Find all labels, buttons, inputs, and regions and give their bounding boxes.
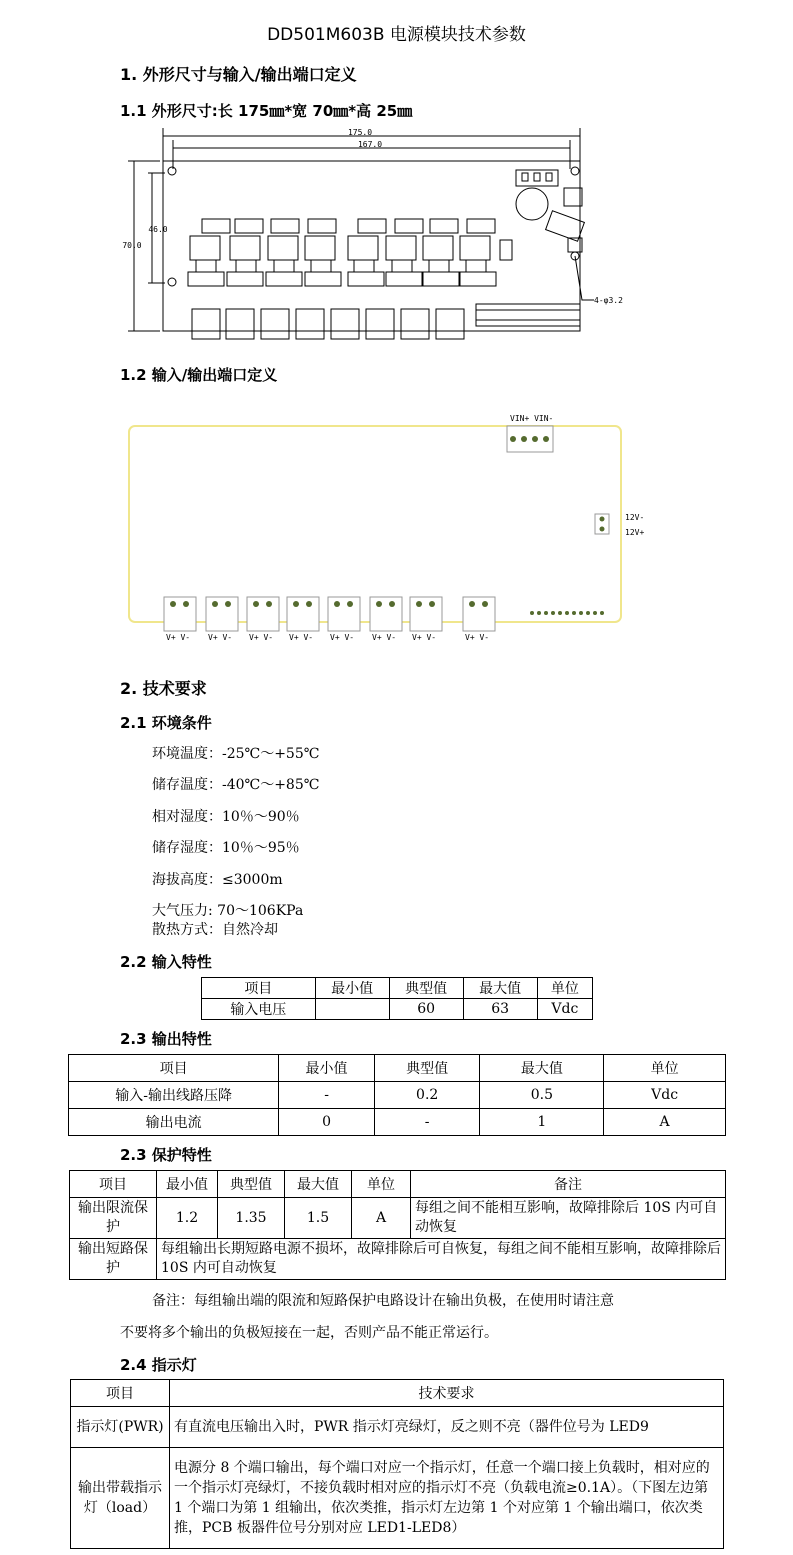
- protect-heading: 2.3 保护特性: [120, 1146, 212, 1164]
- table-cell: 0: [279, 1109, 375, 1136]
- input-heading: 2.2 输入特性: [120, 953, 212, 971]
- table-cell: 0.2: [374, 1082, 480, 1109]
- terminal-pin: [334, 601, 340, 607]
- table-cell: 每组输出长期短路电源不损坏，故障排除后可自恢复，每组之间不能相互影响，故障排除后 10S 内可自动恢复: [157, 1239, 726, 1280]
- terminal-pin: [416, 601, 422, 607]
- led-table: [70, 1379, 724, 1549]
- table-header: 最小值: [279, 1055, 375, 1082]
- dim-outer-height: 70.0: [122, 241, 142, 250]
- table-cell: A: [352, 1198, 411, 1239]
- table-cell: 输出限流保护: [70, 1198, 157, 1239]
- dimension-drawing: [120, 124, 623, 346]
- table-row: [69, 1109, 726, 1136]
- table-header: 备注: [411, 1171, 726, 1198]
- env-heading: 2.1 环境条件: [120, 714, 212, 732]
- table-header: 技术要求: [170, 1380, 724, 1407]
- table-cell: Vdc: [537, 999, 592, 1020]
- terminal-pin: [225, 601, 231, 607]
- output-terminal: [370, 597, 402, 631]
- output-terminal: [287, 597, 319, 631]
- vin-label: VIN+ VIN-: [510, 414, 554, 423]
- terminal-pin: [347, 601, 353, 607]
- terminal-pin: [389, 601, 395, 607]
- table-cell: 1.35: [218, 1198, 285, 1239]
- table-header: 最小值: [315, 978, 389, 999]
- terminal-pin: [212, 601, 218, 607]
- table-header: 典型值: [374, 1055, 480, 1082]
- terminal-pin: [482, 601, 488, 607]
- output-heading: 2.3 输出特性: [120, 1030, 212, 1048]
- terminal-pin: [266, 601, 272, 607]
- section2-heading: 2. 技术要求: [120, 679, 207, 698]
- protect-note: 备注：每组输出端的限流和短路保护电路设计在输出负极，在使用时请注意: [152, 1293, 614, 1309]
- table-row: [202, 999, 593, 1020]
- table-cell: 每组之间不能相互影响，故障排除后 10S 内可自动恢复: [411, 1198, 726, 1239]
- output-terminal-label: V+ V-: [289, 633, 314, 642]
- output-terminal: [206, 597, 238, 631]
- table-header: 最小值: [157, 1171, 218, 1198]
- table-cell: [315, 999, 389, 1020]
- table-cell: Vdc: [604, 1082, 726, 1109]
- table-cell: 1.2: [157, 1198, 218, 1239]
- table-header: 单位: [604, 1055, 726, 1082]
- output-table: [68, 1054, 726, 1136]
- dim-inner-length: 167.0: [357, 140, 383, 149]
- table-row: [71, 1407, 724, 1448]
- table-row: [71, 1448, 724, 1549]
- output-terminal: [164, 597, 196, 631]
- table-header: 单位: [537, 978, 592, 999]
- page-title: DD501M603B 电源模块技术参数: [267, 25, 526, 45]
- table-cell: 输入电压: [202, 999, 316, 1020]
- dimensions-heading: 1.1 外形尺寸:长 175㎜*宽 70㎜*高 25㎜: [120, 102, 413, 120]
- table-cell: 输出带载指示灯（load）: [71, 1448, 170, 1549]
- terminal-pin: [429, 601, 435, 607]
- table-header: 单位: [352, 1171, 411, 1198]
- env-item: 储存温度：-40℃～+85℃: [152, 777, 320, 793]
- table-cell: 电源分 8 个端口输出，每个端口对应一个指示灯，任意一个端口接上负载时，相对应的一个指示灯亮绿灯，不接负载时相对应的指示灯不亮（负载电流≥0.1A）。（下图左边第 1 个端口为第 1 组输出，依次类推，指示灯左边第 1 个对应第 1 个输出端口，依次类推，PCB 板器件位号分别对应 LED1-LED8）: [170, 1448, 724, 1549]
- dim-hole: 4-φ3.2: [594, 296, 623, 305]
- terminal-pin: [469, 601, 475, 607]
- env-item: 储存湿度：10％～95％: [152, 840, 300, 856]
- table-header: 最大值: [463, 978, 537, 999]
- table-row: [70, 1239, 726, 1280]
- table-header: 最大值: [285, 1171, 352, 1198]
- env-item: 相对湿度：10％～90％: [152, 809, 300, 825]
- table-cell: 输出电流: [69, 1109, 279, 1136]
- table-row: [69, 1082, 726, 1109]
- ports-heading: 1.2 输入/输出端口定义: [120, 366, 278, 384]
- output-terminal: [463, 597, 495, 631]
- output-terminal-label: V+ V-: [465, 633, 490, 642]
- table-cell: 60: [389, 999, 463, 1020]
- terminal-pin: [376, 601, 382, 607]
- env-item: 散热方式：自然冷却: [152, 922, 278, 938]
- table-header: 项目: [71, 1380, 170, 1407]
- section1-heading: 1. 外形尺寸与输入/输出端口定义: [120, 65, 357, 84]
- output-terminal-label: V+ V-: [412, 633, 437, 642]
- led-heading: 2.4 指示灯: [120, 1356, 197, 1374]
- env-item: 大气压力: 70～106KPa: [152, 903, 304, 919]
- table-cell: 输入-输出线路压降: [69, 1082, 279, 1109]
- table-cell: 63: [463, 999, 537, 1020]
- table-cell: 输出短路保护: [70, 1239, 157, 1280]
- table-header: 项目: [202, 978, 316, 999]
- 12v-minus-label: 12V-: [625, 513, 645, 522]
- protect-note-continued: 不要将多个输出的负极短接在一起，否则产品不能正常运行。: [120, 1325, 498, 1341]
- 12v-plus-label: 12V+: [625, 528, 645, 537]
- env-item: 环境温度：-25℃～+55℃: [152, 746, 320, 762]
- output-terminal-label: V+ V-: [249, 633, 274, 642]
- table-header: 典型值: [389, 978, 463, 999]
- terminal-pin: [306, 601, 312, 607]
- input-table: [201, 977, 593, 1020]
- output-terminal: [247, 597, 279, 631]
- terminal-pin: [293, 601, 299, 607]
- env-item: 海拔高度：≤3000m: [152, 872, 283, 888]
- output-terminal-label: V+ V-: [166, 633, 191, 642]
- output-terminal: [328, 597, 360, 631]
- port-diagram: [120, 408, 660, 648]
- table-cell: -: [374, 1109, 480, 1136]
- table-cell: A: [604, 1109, 726, 1136]
- output-terminal-label: V+ V-: [208, 633, 233, 642]
- terminal-pin: [253, 601, 259, 607]
- table-header: 最大值: [480, 1055, 604, 1082]
- table-header: 项目: [70, 1171, 157, 1198]
- table-cell: 0.5: [480, 1082, 604, 1109]
- terminal-pin: [183, 601, 189, 607]
- output-terminal-label: V+ V-: [372, 633, 397, 642]
- output-terminal-label: V+ V-: [330, 633, 355, 642]
- dim-inner-height: 46.0: [148, 225, 168, 234]
- output-terminal: [410, 597, 442, 631]
- protect-table: [69, 1170, 726, 1280]
- table-header: 典型值: [218, 1171, 285, 1198]
- table-cell: 指示灯(PWR): [71, 1407, 170, 1448]
- table-cell: 有直流电压输出入时，PWR 指示灯亮绿灯，反之则不亮（器件位号为 LED9: [170, 1407, 724, 1448]
- terminal-pin: [170, 601, 176, 607]
- table-cell: -: [279, 1082, 375, 1109]
- table-cell: 1: [480, 1109, 604, 1136]
- dim-outer-length: 175.0: [347, 128, 373, 137]
- table-header: 项目: [69, 1055, 279, 1082]
- table-cell: 1.5: [285, 1198, 352, 1239]
- table-row: [70, 1198, 726, 1239]
